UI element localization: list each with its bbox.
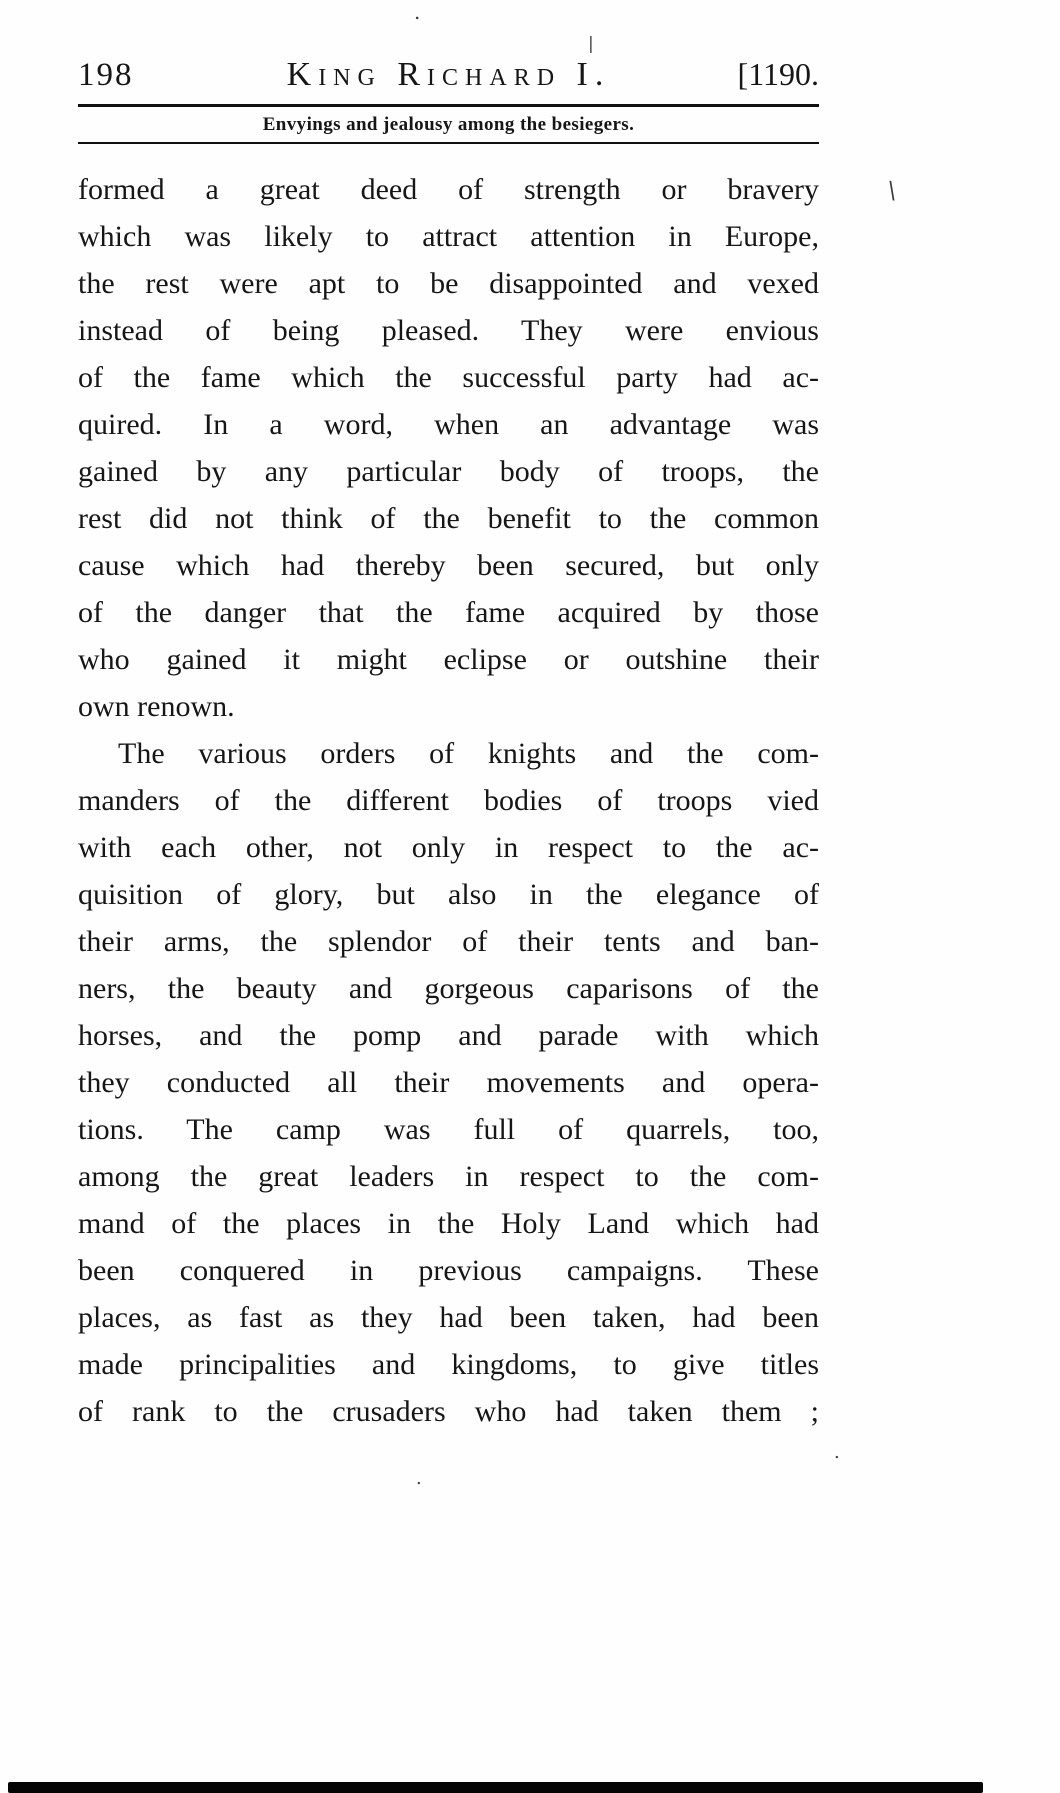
text-line: of rank to the crusaders who had taken them ;: [78, 1395, 819, 1428]
text-line: instead of being pleased. They were envious: [78, 314, 819, 347]
text-line: quired. In a word, when an advantage was: [78, 408, 819, 441]
text-line: been conquered in previous campaigns. These: [78, 1254, 819, 1287]
text-line: The various orders of knights and the com-: [118, 737, 819, 770]
text-line: ners, the beauty and gorgeous caparisons of the: [78, 972, 819, 1005]
scan-artifact: .: [834, 1442, 840, 1463]
text-line: quisition of glory, but also in the elegance of: [78, 878, 819, 911]
text-line: which was likely to attract attention in Europe,: [78, 220, 819, 253]
page-title: King Richard I.: [286, 56, 611, 93]
paragraph: [78, 166, 819, 730]
text-line: gained by any particular body of troops, the: [78, 455, 819, 488]
scan-edge-artifact: [8, 1782, 983, 1793]
text-line: cause which had thereby been secured, but only: [78, 549, 819, 582]
text-line: manders of the different bodies of troops vied: [78, 784, 819, 817]
text-line: places, as fast as they had been taken, had been: [78, 1301, 819, 1334]
running-header: [78, 56, 819, 94]
text-line: the rest were apt to be disappointed and vexed: [78, 267, 819, 300]
paragraph: [78, 730, 819, 1435]
text-line: with each other, not only in respect to the ac-: [78, 831, 819, 864]
text-line: made principalities and kingdoms, to give titles: [78, 1348, 819, 1381]
text-line: mand of the places in the Holy Land which had: [78, 1207, 819, 1240]
page-number: 198: [78, 57, 134, 93]
text-line: their arms, the splendor of their tents and ban-: [78, 925, 819, 958]
scan-artifact: .: [414, 0, 421, 24]
text-line: of the fame which the successful party had ac-: [78, 361, 819, 394]
text-line: horses, and the pomp and parade with which: [78, 1019, 819, 1052]
scan-artifact: |: [588, 34, 594, 54]
header-rule-bottom: [78, 142, 819, 144]
text-line: among the great leaders in respect to the com-: [78, 1160, 819, 1193]
scan-artifact: .: [416, 1468, 422, 1489]
text-line: of the danger that the fame acquired by those: [78, 596, 819, 629]
text-line: rest did not think of the benefit to the common: [78, 502, 819, 535]
section-heading: Envyings and jealousy among the besiegers.: [262, 114, 635, 135]
text-line: who gained it might eclipse or outshine their: [78, 643, 819, 676]
page-content: [78, 56, 819, 1435]
text-line: they conducted all their movements and opera-: [78, 1066, 819, 1099]
text-line: formed a great deed of strength or bravery: [78, 173, 819, 206]
text-line: tions. The camp was full of quarrels, too,: [78, 1113, 819, 1146]
page-year: [1190.: [737, 56, 819, 92]
text-line: own renown.: [78, 690, 235, 723]
scan-artifact: \: [886, 177, 898, 205]
page-body: [78, 166, 819, 1435]
